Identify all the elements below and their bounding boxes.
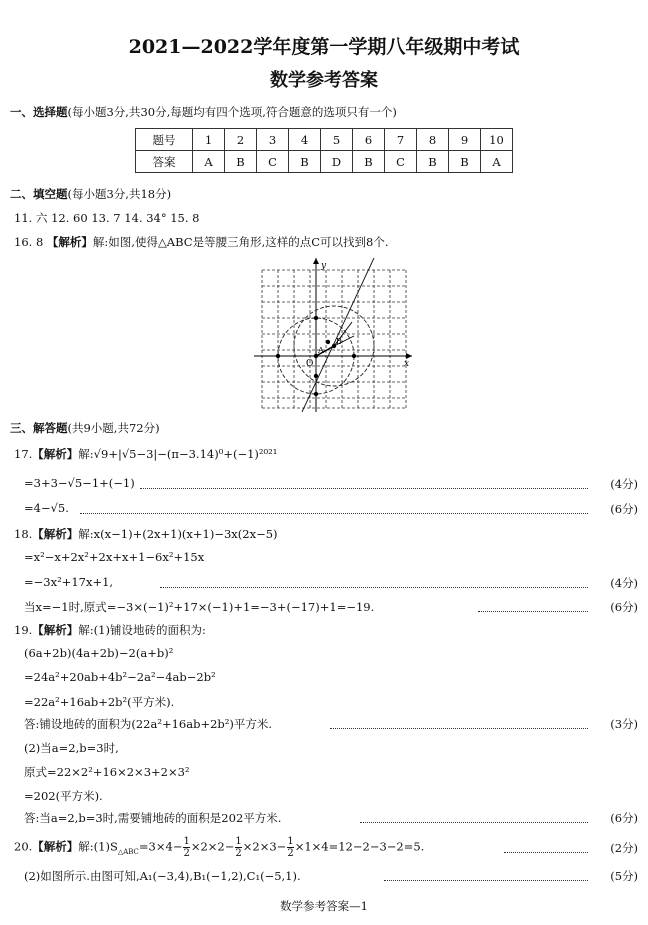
page-subtitle: 数学参考答案 xyxy=(270,70,378,91)
page-footer: 数学参考答案—1 xyxy=(280,899,368,913)
page-title: 2021—2022学年度第一学期八年级期中考试 xyxy=(128,36,520,58)
q18-expression: 解:x(x−1)+(2x+1)(x+1)−3x(2x−5) xyxy=(78,527,278,541)
q17-line-1 xyxy=(14,446,277,462)
section-title: 一、选择题 xyxy=(10,105,68,119)
table-cell: 3 xyxy=(257,129,289,151)
section-heading-3 xyxy=(10,420,160,436)
q18-line-3: =−3x²+17x+1, xyxy=(24,575,114,589)
table-cell: A xyxy=(193,151,225,173)
table-cell: 1 xyxy=(193,129,225,151)
table-cell: B xyxy=(417,151,449,173)
q20-text-d: ×2×3− xyxy=(242,839,287,854)
section-note: (每小题3分,共18分) xyxy=(67,187,172,201)
section-note: (共9小题,共72分) xyxy=(67,421,160,435)
score-label: (6分) xyxy=(610,600,638,614)
x-axis-label: x xyxy=(404,359,410,369)
q19-number: 19. xyxy=(14,623,33,637)
fraction-numerator: 1 xyxy=(183,836,190,847)
table-cell: B xyxy=(449,151,481,173)
q19-line-9: 答:当a=2,b=3时,需要铺地砖的面积是202平方米. xyxy=(24,811,282,825)
score-label: (5分) xyxy=(610,869,638,883)
table-cell: 2 xyxy=(225,129,257,151)
analysis-tag: 【解析】 xyxy=(32,447,79,461)
table-header-cell: 题号 xyxy=(136,129,193,151)
table-header-cell: 答案 xyxy=(136,151,193,173)
point-b-label: B xyxy=(336,337,342,346)
score-label: (4分) xyxy=(610,576,638,590)
answer-table xyxy=(135,128,513,173)
score-label: (4分) xyxy=(610,477,638,491)
dot-leader xyxy=(160,587,588,588)
fraction-denominator: 2 xyxy=(287,848,294,859)
q19-line-1 xyxy=(14,622,206,638)
table-cell: 4 xyxy=(289,129,321,151)
q19-line-5: 答:铺设地砖的面积为(22a²+16ab+2b²)平方米. xyxy=(24,717,273,731)
q20-text-c: ×2×2− xyxy=(190,839,235,854)
dot-leader xyxy=(478,611,588,612)
fraction-numerator: 1 xyxy=(235,836,242,847)
q17-line-3: =4−√5. xyxy=(24,501,69,515)
q18-number: 18. xyxy=(14,527,33,541)
q19-line-8: =202(平方米). xyxy=(24,789,103,803)
bisector-line xyxy=(302,258,374,412)
dot-leader xyxy=(330,728,588,729)
q20-text-b: =3×4− xyxy=(138,839,183,854)
origin-label: O xyxy=(306,359,314,369)
table-cell: A xyxy=(481,151,513,173)
q18-line-2: =x²−x+2x²+2x+x+1−6x²+15x xyxy=(24,550,205,564)
q18-line-4: 当x=−1时,原式=−3×(−1)²+17×(−1)+1=−3+(−17)+1=−19. xyxy=(24,600,375,614)
score-label: (3分) xyxy=(610,717,638,731)
section-title: 二、填空题 xyxy=(10,187,68,201)
analysis-tag: 【解析】 xyxy=(32,527,79,541)
dot-leader xyxy=(504,852,588,853)
grid-lines xyxy=(262,270,406,408)
q19-line-6: (2)当a=2,b=3时, xyxy=(24,741,119,755)
table-cell: D xyxy=(321,151,353,173)
q17-expression: 解:√9+|√5−3|−(π−3.14)⁰+(−1)²⁰²¹ xyxy=(78,447,278,461)
y-axis-label: y xyxy=(321,261,327,271)
table-cell: 8 xyxy=(417,129,449,151)
q20-text-e: ×1×4=12−2−3−2=5. xyxy=(294,839,425,854)
analysis-tag: 【解析】 xyxy=(46,235,93,249)
q18-line-1 xyxy=(14,526,278,542)
score-label: (2分) xyxy=(610,841,638,855)
y-axis-arrow xyxy=(313,258,319,264)
coordinate-figure xyxy=(254,256,416,412)
q20-number: 20. xyxy=(14,839,33,854)
table-cell: 9 xyxy=(449,129,481,151)
table-cell: 10 xyxy=(481,129,513,151)
q16-text: 解:如图,使得△ABC是等腰三角形,这样的点C可以找到8个. xyxy=(92,235,389,249)
section-heading-2 xyxy=(10,186,171,202)
dot-leader xyxy=(80,513,588,514)
fraction-half xyxy=(287,836,293,859)
table-row xyxy=(136,129,513,151)
dot-leader xyxy=(140,488,588,489)
table-cell: B xyxy=(225,151,257,173)
table-cell: C xyxy=(257,151,289,173)
fraction-numerator: 1 xyxy=(287,836,294,847)
analysis-tag: 【解析】 xyxy=(32,839,79,854)
q20-line-2: (2)如图所示.由图可知,A₁(−3,4),B₁(−1,2),C₁(−5,1). xyxy=(24,869,301,883)
section-heading-1 xyxy=(10,104,397,120)
q19-line-4: =22a²+16ab+2b²(平方米). xyxy=(24,695,175,709)
q19-line-3: =24a²+20ab+4b²−2a²−4ab−2b² xyxy=(24,670,216,684)
table-row xyxy=(136,151,513,173)
analysis-tag: 【解析】 xyxy=(32,623,79,637)
q16-line xyxy=(14,234,389,250)
q20-subscript: △ABC xyxy=(117,847,139,856)
table-cell: B xyxy=(289,151,321,173)
dot-leader xyxy=(384,880,588,881)
q17-number: 17. xyxy=(14,447,33,461)
q17-line-2: =3+3−√5−1+(−1) xyxy=(24,476,135,490)
score-label: (6分) xyxy=(610,502,638,516)
fraction-half xyxy=(235,836,241,859)
q19-text: 解:(1)铺设地砖的面积为: xyxy=(78,623,206,637)
q16-number: 16. 8 xyxy=(14,235,44,249)
fraction-half xyxy=(183,836,189,859)
table-cell: C xyxy=(385,151,417,173)
point-a-label: A xyxy=(318,346,324,355)
table-cell: B xyxy=(353,151,385,173)
q20-line-1 xyxy=(14,836,424,859)
table-cell: 6 xyxy=(353,129,385,151)
q20-text-a: 解:(1)S xyxy=(78,839,118,854)
table-cell: 5 xyxy=(321,129,353,151)
section-note: (每小题3分,共30分,每题均有四个选项,符合题意的选项只有一个) xyxy=(67,105,397,119)
table-cell: 7 xyxy=(385,129,417,151)
score-label: (6分) xyxy=(610,811,638,825)
q19-line-2: (6a+2b)(4a+2b)−2(a+b)² xyxy=(24,646,174,660)
fill-answers: 11. 六 12. 60 13. 7 14. 34° 15. 8 xyxy=(14,211,200,225)
dot-leader xyxy=(360,822,588,823)
section-title: 三、解答题 xyxy=(10,421,68,435)
fraction-denominator: 2 xyxy=(235,848,242,859)
q19-line-7: 原式=22×2²+16×2×3+2×3² xyxy=(24,765,190,779)
fraction-denominator: 2 xyxy=(183,848,190,859)
